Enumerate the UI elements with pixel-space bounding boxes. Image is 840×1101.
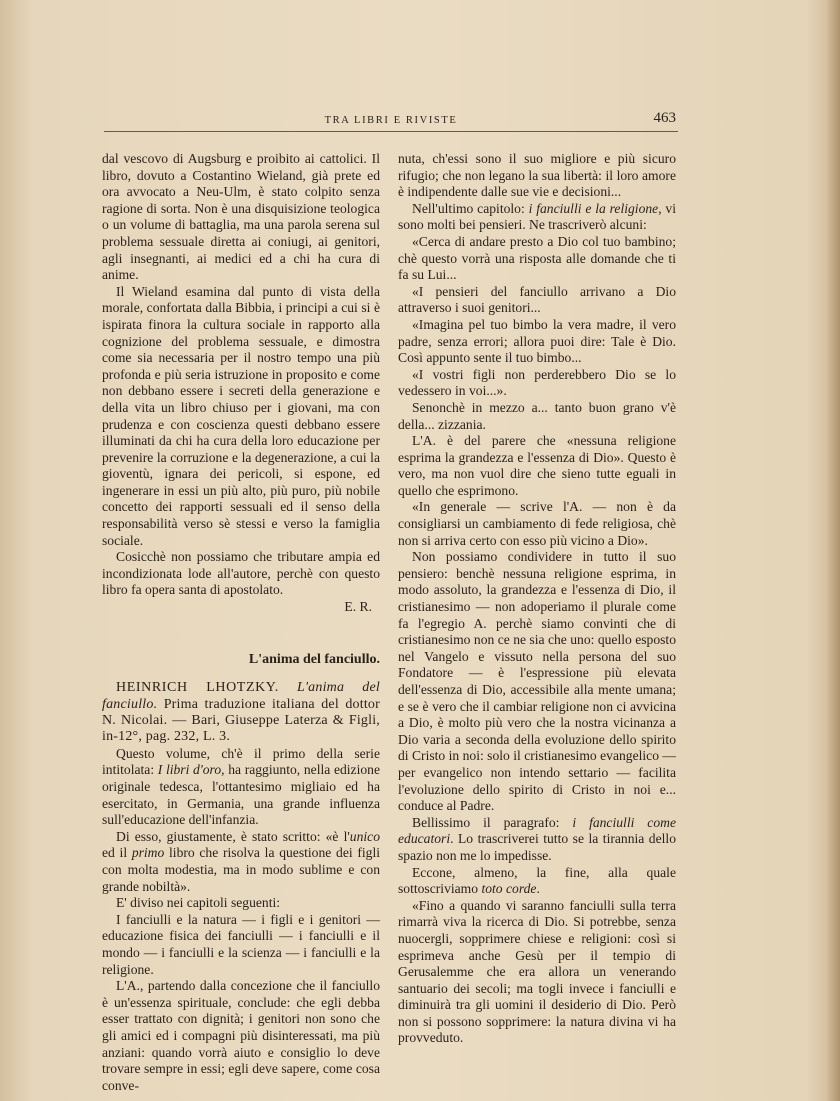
text-run: Nell'ultimo capitolo: — [412, 200, 529, 216]
paragraph — [398, 865, 676, 898]
citation-details: Prima traduzione italiana del dottor N. Nicolai. — Bari, Giuseppe Laterza & Figli, in-12°, pag. 232, L. 3. — [102, 696, 380, 745]
paragraph: nuta, ch'essi sono il suo migliore e più sicuro rifugio; che non legano la sua libertà: il loro amore è indipendente dalle sue vie e decisioni... — [398, 151, 676, 200]
paragraph — [102, 829, 380, 895]
book-citation — [102, 680, 380, 746]
paragraph: dal vescovo di Augsburg e proibito ai cattolici. Il libro, dovuto a Costantino Wieland, già prete ed ora avvocato a Neu-Ulm, è stato colpito senza ragione di sorta. Non è una disquisizione teologica o un volume di battaglia, ma una parola serena sul problema sessuale diretta ai coniugi, ai genitori, agli insegnanti, ai medici ed a chi ha cura di anime. — [102, 151, 380, 283]
paragraph — [102, 746, 380, 829]
paragraph: L'A., partendo dalla concezione che il fanciullo è un'essenza spirituale, conclude: che egli debba esser trattato con dignità; i genitori non sono che gli amici ed i compagni più disinteressati, ma più anziani: quando vorrà aiuto e consiglio lo deve trovare sempre in essi; egli deve sapere, come cosa conve- — [102, 978, 380, 1093]
text-run: , vi sono molti bei pensieri. Ne trascriverò alcuni: — [398, 200, 677, 233]
text-run: Di esso, giustamente, è stato scritto: «è l' — [116, 828, 350, 844]
left-column — [102, 151, 380, 1094]
page-header — [104, 109, 678, 131]
review-signature: E. R. — [344, 599, 372, 615]
italic-run: primo — [131, 845, 165, 861]
italic-run: toto corde — [481, 881, 537, 897]
paragraph: Non possiamo condividere in tutto il suo pensiero: benchè nessuna religione esprima, in modo assoluto, la grandezza e l'essenza di Dio, il cristianesimo — non adoperiamo il plurale come fa l'egregio A. perchè siamo convinti che di cristianesimo non ce ne sia che uno: quello esposto nel Vangelo e vissuto nella persona del suo Fondatore — è l'espressione più elevata dell'essenza di Dio, accessibile alla mente umana; e se è vero che il cambiar religione non ci avvicina a Dio, è molto più vero che la nostra vicinanza a Dio varia a seconda della evoluzione dello spirito di Cristo in noi: solo il cristianesimo evangelico — per evangelico non intendo settario — facilita l'evoluzione dello spirito di Cristo in noi e... conduce al Padre. — [398, 549, 676, 814]
text-run: . — [536, 881, 540, 897]
running-head: TRA LIBRI E RIVISTE — [324, 115, 458, 126]
paragraph: Il Wieland esamina dal punto di vista della morale, confortata dalla Bibbia, i principi a cui si è ispirata finora la cultura sociale in rapporto alla cognizione del problema sessuale, e dimostra come sia necessaria per il nostro tempo una più profonda e più seria istruzione in proposito e come non debbano essere i secreti della generazione e della vita un libro chiuso per i giovani, ma con prudenza e con coscienza questi debbano essere illuminati da chi ha cura della loro educazione per prevenire la corruzione e la degenerazione, a cui la gioventù, ignara dei pericoli, si espone, ed ingenerare in essi un più alto, più puro, più nobile concetto dei rapporti sessuali ed il senso della responsabilità verso sè stessi e verso la famiglia sociale. — [102, 283, 380, 548]
paragraph: L'A. è del parere che «nessuna religione esprima la grandezza e l'essenza di Dio». Questo è vero, ma non vuol dire che sieno tutte eguali in quello che esprimono. — [398, 433, 676, 498]
italic-run: I libri d'oro — [157, 762, 222, 778]
paragraph: I fanciulli e la natura — i figli e i genitori — educazione fisica dei fanciulli — i fanciulli e il mondo — i fanciulli e la scienza — i fanciulli e la religione. — [102, 911, 380, 977]
paragraph — [398, 201, 676, 234]
paragraph: «Imagina pel tuo bimbo la vera madre, il vero padre, senza errori; allora puoi dire: Tale è Dio. Così appunto sente il tuo bimbo... — [398, 316, 676, 366]
text-run: Questo volume, ch'è il primo della serie intitolata: — [102, 745, 380, 778]
right-column — [398, 151, 676, 1047]
text-run: libro che risolva la questione dei figli con molta modestia, ma in modo sublime e con grande nobiltà». — [102, 845, 380, 894]
text-run: . Lo trascriverei tutto se la tirannia dello spazio non me lo impedisse. — [398, 831, 676, 863]
citation-title: L'anima del fanciullo. — [102, 680, 381, 712]
italic-run: i fanciulli come educatori — [398, 814, 676, 847]
paragraph: «In generale — scrive l'A. — non è da consigliarsi un cambiamento di fede religiosa, chè non si arriva certo con esso più vicino a Dio». — [398, 499, 676, 548]
section-title: L'anima del fanciullo. — [248, 651, 380, 667]
paragraph: E' diviso nei capitoli seguenti: — [116, 895, 281, 911]
page-edge-shadow — [826, 0, 840, 1101]
paragraph: «Fino a quando vi saranno fanciulli sulla terra rimarrà viva la ricerca di Dio. Si potrebbe, senza nuocergli, sopprimere chiese e religioni: così si esprimeva anche Gesù per il tempio di Gerusalemme che era allora un venerando santuario dei secoli; ma togli invece i fanciulli e diminuirà tra gli uomini il desiderio di Dio. Però non si possono sopprimere: la natura divina vi ha provveduto. — [398, 897, 676, 1046]
text-run: ed il — [102, 845, 132, 861]
paragraph — [398, 815, 676, 865]
text-run: Bellissimo il paragrafo: — [412, 814, 573, 830]
paragraph: «I pensieri del fanciullo arrivano a Dio attraverso i suoi genitori... — [398, 283, 676, 316]
paragraph: «I vostri figli non perderebbero Dio se lo vedessero in voi...». — [398, 366, 676, 399]
paragraph: Cosicchè non possiamo che tributare ampia ed incondizionata lode all'autore, perchè con questo libro fa opera santa di apostolato. — [102, 549, 380, 598]
italic-run: unico — [349, 828, 380, 844]
paragraph: Senonchè in mezzo a... tanto buon grano v'è della... zizzania. — [398, 399, 676, 432]
page-number: 463 — [653, 110, 676, 126]
citation-author: HEINRICH LHOTZKY. — [116, 680, 279, 696]
text-run: , ha raggiunto, nella edizione originale tedesca, l'ottantesimo migliaio ed ha esercitato, in Germania, una grande influenza sull'educazione dell'infanzia. — [102, 762, 380, 828]
italic-run: i fanciulli e la religione — [528, 200, 659, 216]
paragraph: «Cerca di andare presto a Dio col tuo bambino; chè questo vorrà una risposta alle domande che ti fa su Lui... — [398, 233, 676, 283]
header-rule — [104, 131, 678, 132]
text-run: Eccone, almeno, la fine, alla quale sottoscriviamo — [398, 864, 676, 897]
